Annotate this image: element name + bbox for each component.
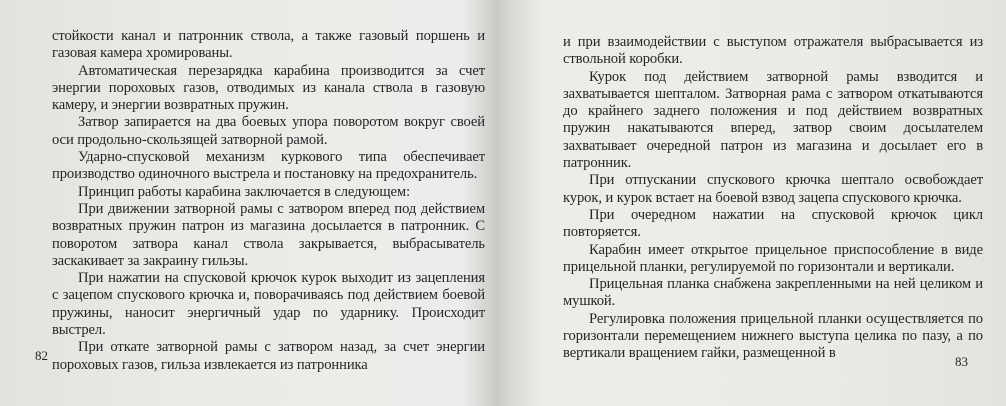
- paragraph: Курок под действием затворной рамы взводится и захватывается шепталом. Затворная рама с затвором откатываются до крайнего заднего положения и под действием возвратных пружин накатываются вперед, затвор своим досылателем захватывает очередной патрон из магазина и досылает его в патронник.: [563, 68, 983, 172]
- left-page-text: [52, 28, 485, 374]
- paragraph: При очередном нажатии на спусковой крючок цикл повторяется.: [563, 206, 983, 241]
- page-number: 83: [955, 354, 968, 369]
- right-page-text: [563, 34, 983, 363]
- paragraph: Автоматическая перезарядка карабина производится за счет энергии пороховых газов, отводимых из канала ствола в газовую камеру, и энергии возвратных пружин.: [52, 62, 485, 114]
- paragraph: При откате затворной рамы с затвором назад, за счет энергии пороховых газов, гильза извлекается из патронника: [52, 339, 485, 373]
- paragraph: и при взаимодействии с выступом отражателя выбрасывается из ствольной коробки.: [563, 34, 983, 68]
- right-page: [505, 0, 1006, 406]
- left-page: [0, 0, 500, 406]
- paragraph: При нажатии на спусковой крючок курок выходит из зацепления с зацепом спускового крючка и, поворачиваясь под действием боевой пружины, наносит энергичный удар по ударнику. Происходит выстрел.: [52, 270, 485, 339]
- paragraph: Прицельная планка снабжена закрепленными на ней целиком и мушкой.: [563, 276, 983, 310]
- paragraph: Регулировка положения прицельной планки осуществляется по горизонтали перемещением нижнего выступа целика по пазу, а по вертикали вращением гайки, размещенной в: [563, 310, 983, 362]
- paragraph: Принцип работы карабина заключается в следующем:: [78, 183, 411, 200]
- paragraph: Ударно-спусковой механизм куркового типа обеспечивает производство одиночного выстрела и постановку на предохранитель.: [52, 149, 485, 183]
- paragraph: Карабин имеет открытое прицельное приспособление в виде прицельной планки, регулируемой по горизонтали и вертикали.: [563, 241, 983, 275]
- page-number: 82: [35, 348, 48, 363]
- paragraph: При движении затворной рамы с затвором вперед под действием возвратных пружин патрон из магазина досылается в патронник. С поворотом затвора канал ствола закрывается, выбрасыватель заскакивает за закраину гильзы.: [52, 200, 485, 269]
- paragraph: стойкости канал и патронник ствола, а также газовый поршень и газовая камера хромированы.: [52, 28, 485, 62]
- paragraph: Затвор запирается на два боевых упора поворотом вокруг своей оси продольно-скользящей затворной рамой.: [52, 114, 485, 148]
- paragraph: При отпускании спускового крючка шептало освобождает курок, и курок встает на боевой взвод зацепа спускового крючка.: [563, 172, 983, 206]
